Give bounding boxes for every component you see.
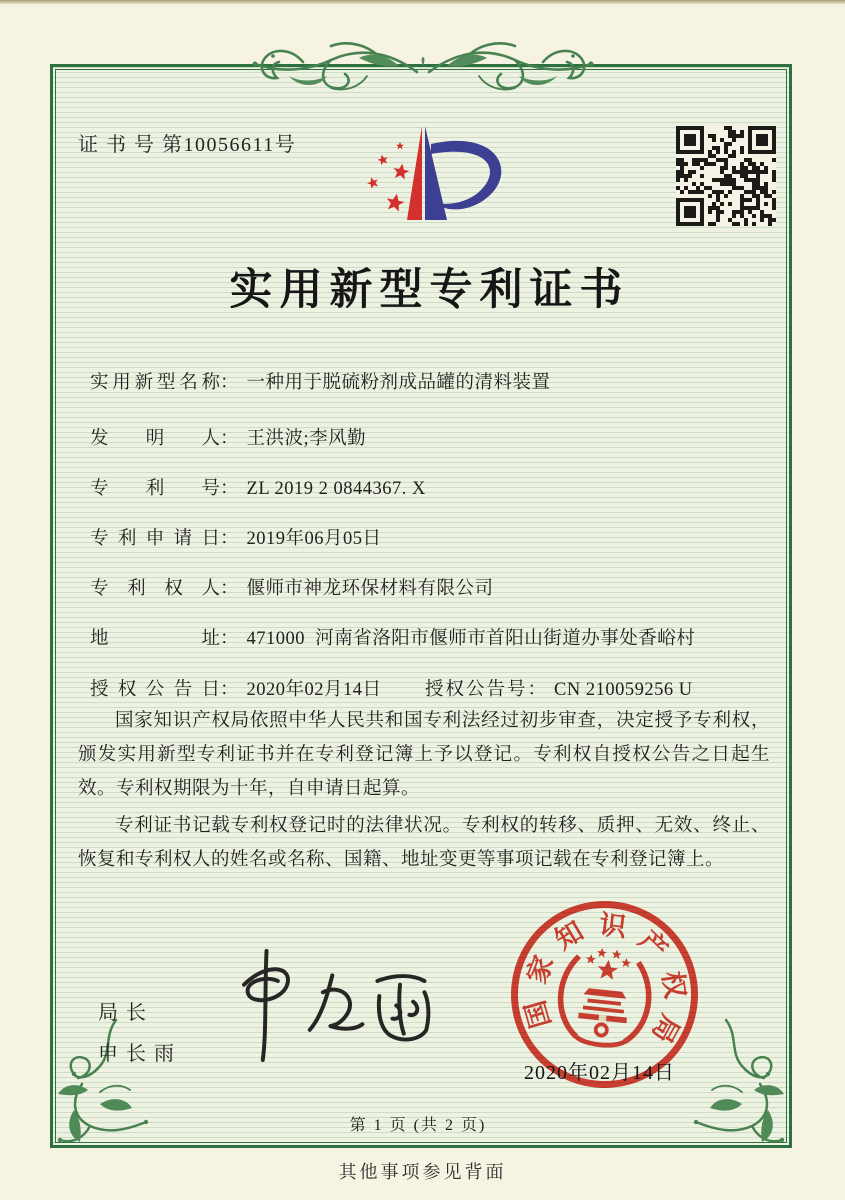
field-row-address: 地址： 471000 河南省洛阳市偃师市首阳山街道办事处香峪村 <box>90 624 695 650</box>
field-value: 王洪波;李风勤 <box>246 429 367 449</box>
field-value: 471000 河南省洛阳市偃师市首阳山街道办事处香峪村 <box>246 629 696 649</box>
certificate-title: 实用新型专利证书 <box>229 267 630 314</box>
seal-char: 权 <box>656 968 691 1000</box>
field-label: 发明人 <box>90 429 220 449</box>
field-row-patentee: 专利权人： 偃师市神龙环保材料有限公司 <box>90 574 494 600</box>
field-value: 2019年06月05日 <box>246 529 382 549</box>
field-value: 偃师市神龙环保材料有限公司 <box>246 579 494 599</box>
seal-char: 家 <box>520 950 559 988</box>
seal-char: 识 <box>597 909 628 942</box>
grant-number: CN 210059256 U <box>554 680 693 700</box>
field-row-application-date: 专利申请日： 2019年06月05日 <box>90 524 382 550</box>
seal-date: 2020年02月14日 <box>524 1062 675 1084</box>
certificate-number: 证 书 号 第10056611号 <box>78 134 297 156</box>
scan-edge <box>0 0 845 4</box>
field-row-grant: 授权公告日： 2020年02月14日 授权公告号： CN 210059256 U <box>90 675 382 701</box>
back-note: 其他事项参见背面 <box>338 1162 507 1182</box>
field-value: 一种用于脱硫粉剂成品罐的清料装置 <box>246 373 551 393</box>
national-emblem-icon <box>543 936 666 1059</box>
official-role: 局长 <box>98 1002 154 1024</box>
field-label: 专利申请日 <box>90 529 220 549</box>
field-label: 授权公告号 <box>425 680 528 700</box>
field-row-patent-number: 专利号： ZL 2019 2 0844367. X <box>90 474 426 500</box>
seal-char: 产 <box>632 924 673 965</box>
seal-char: 国 <box>519 996 556 1031</box>
field-row-inventor: 发明人： 王洪波;李风勤 <box>90 424 366 450</box>
field-label: 地址 <box>90 629 220 649</box>
field-grant-number: 授权公告号： CN 210059256 U <box>425 680 693 700</box>
grant-date: 2020年02月14日 <box>246 680 382 700</box>
seal-char: 局 <box>645 1009 685 1048</box>
field-label: 实用新型名称 <box>90 373 220 393</box>
field-label: 授权公告日 <box>90 680 220 700</box>
field-label: 专利号 <box>90 479 220 499</box>
cnipa-logo-icon <box>343 114 521 236</box>
legal-text <box>78 704 770 877</box>
legal-paragraph-2: 专利证书记载专利权登记时的法律状况。专利权的转移、质押、无效、终止、恢复和专利权人的姓名或名称、国籍、地址变更等事项记载在专利登记簿上。 <box>78 816 770 870</box>
field-label: 专利权人 <box>90 579 220 599</box>
page-indicator: 第 1 页 (共 2 页) <box>349 1117 487 1134</box>
field-row-invention-name: 实用新型名称： 一种用于脱硫粉剂成品罐的清料装置 <box>90 368 551 394</box>
qr-code-icon <box>676 126 776 226</box>
seal-char: 知 <box>549 915 589 955</box>
signature-icon <box>212 942 447 1067</box>
legal-paragraph-1: 国家知识产权局依照中华人民共和国专利法经过初步审查，决定授予专利权，颁发实用新型专利证书并在专利登记簿上予以登记。专利权自授权公告之日起生效。专利权期限为十年，自申请日起算。 <box>78 711 770 799</box>
official-name: 申长雨 <box>98 1043 182 1065</box>
field-value: ZL 2019 2 0844367. X <box>246 479 426 499</box>
